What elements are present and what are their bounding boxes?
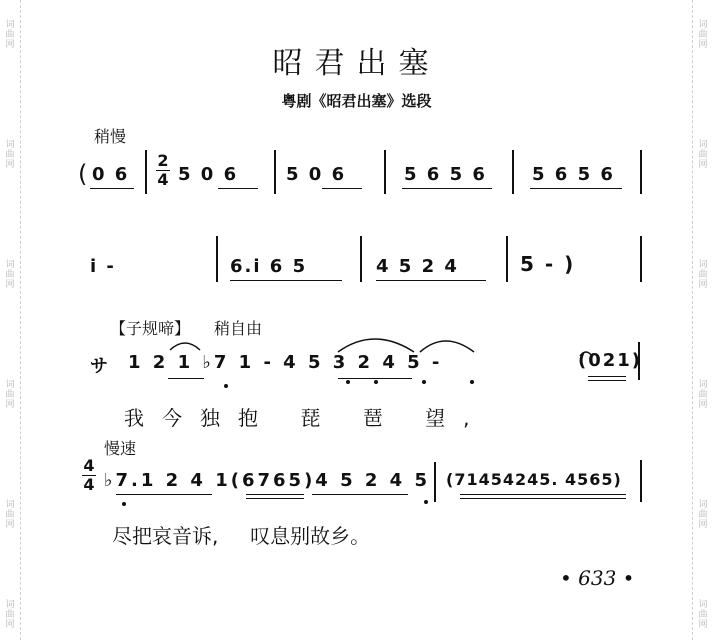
meter-4-4 bbox=[82, 458, 96, 493]
row4-final-barline bbox=[640, 460, 642, 502]
tempo-marking-2b: 稍自由 bbox=[214, 319, 263, 338]
row4-underline bbox=[246, 494, 304, 495]
row4-lower-dot bbox=[122, 502, 126, 506]
row3-lower-dot bbox=[470, 380, 474, 384]
watermark-left: 词曲网 bbox=[5, 500, 15, 530]
row1-measure-3: 5 0 6 bbox=[286, 164, 347, 185]
watermark-left: 词曲网 bbox=[5, 20, 15, 50]
row4-underline bbox=[460, 494, 626, 495]
watermark-right: 词曲网 bbox=[698, 260, 708, 290]
row3-lower-dot bbox=[224, 384, 228, 388]
watermark-right: 词曲网 bbox=[698, 500, 708, 530]
row2-measure-3: 4 5 2 4 bbox=[376, 256, 459, 277]
row3-lower-dot bbox=[346, 380, 350, 384]
row4-underline bbox=[116, 494, 212, 495]
row3-bracket: (021) bbox=[578, 350, 643, 371]
row2-measure-1: i - bbox=[90, 256, 116, 277]
watermark-right: 词曲网 bbox=[698, 20, 708, 50]
page-subtitle: 粤剧《昭君出塞》选段 bbox=[281, 92, 432, 110]
row4-underline bbox=[246, 498, 304, 499]
row3-underline bbox=[168, 378, 204, 379]
row4-measure-2: (71454245. 4565) bbox=[446, 470, 622, 489]
row3-free-meter: サ bbox=[90, 356, 110, 377]
meter-4-4-num: 4 bbox=[83, 456, 95, 475]
row3-bracket-underline bbox=[588, 376, 626, 377]
row4-underline bbox=[460, 498, 626, 499]
row3-notes: 1 2 1 ♭7 1 - 4 5 3 2 4 5 - bbox=[128, 352, 443, 373]
row1-measure-5: 5 6 5 6 bbox=[532, 164, 615, 185]
meter-4-4-den: 4 bbox=[83, 475, 95, 494]
row3-lower-dot bbox=[422, 380, 426, 384]
tempo-marking-2a: 【子规啼】 bbox=[110, 319, 191, 338]
row3-bracket-underline bbox=[588, 380, 626, 381]
meter-2-4-den: 4 bbox=[157, 170, 169, 189]
row1-measure-1: 0 6 bbox=[92, 164, 130, 185]
page-number: • 633 • bbox=[560, 566, 635, 590]
row3-underline bbox=[338, 378, 412, 379]
row1-left-paren: ( bbox=[78, 160, 90, 188]
lyrics-line-2: 尽把哀音诉, 叹息别故乡。 bbox=[112, 524, 371, 548]
watermark-left: 词曲网 bbox=[5, 600, 15, 630]
lyrics-line-1: 我今独抱 琵 琶 望, bbox=[124, 406, 488, 430]
tempo-marking-3: 慢速 bbox=[104, 439, 137, 458]
row1-measure-4: 5 6 5 6 bbox=[404, 164, 487, 185]
row4-measure-1: ♭7.1 2 4 1(6765)4 5 2 4 5 bbox=[104, 470, 430, 491]
row2-measure-2: 6.i 6 5 bbox=[230, 256, 308, 277]
meter-2-4-num: 2 bbox=[157, 151, 169, 170]
row3-lower-dot bbox=[374, 380, 378, 384]
watermark-left: 词曲网 bbox=[5, 260, 15, 290]
tempo-marking-1: 稍慢 bbox=[94, 127, 127, 146]
watermark-right: 词曲网 bbox=[698, 380, 708, 410]
row2-measure-4: 5 - ) bbox=[520, 252, 576, 276]
row4-barline bbox=[434, 462, 436, 502]
page-title: 昭君出塞 bbox=[272, 46, 441, 81]
row4-underline bbox=[312, 494, 408, 495]
watermark-right: 词曲网 bbox=[698, 600, 708, 630]
row1-measure-2: 5 0 6 bbox=[178, 164, 239, 185]
watermark-right: 词曲网 bbox=[698, 140, 708, 170]
row4-lower-dot bbox=[424, 500, 428, 504]
row3-barline bbox=[638, 342, 640, 380]
watermark-left: 词曲网 bbox=[5, 140, 15, 170]
watermark-left: 词曲网 bbox=[5, 380, 15, 410]
